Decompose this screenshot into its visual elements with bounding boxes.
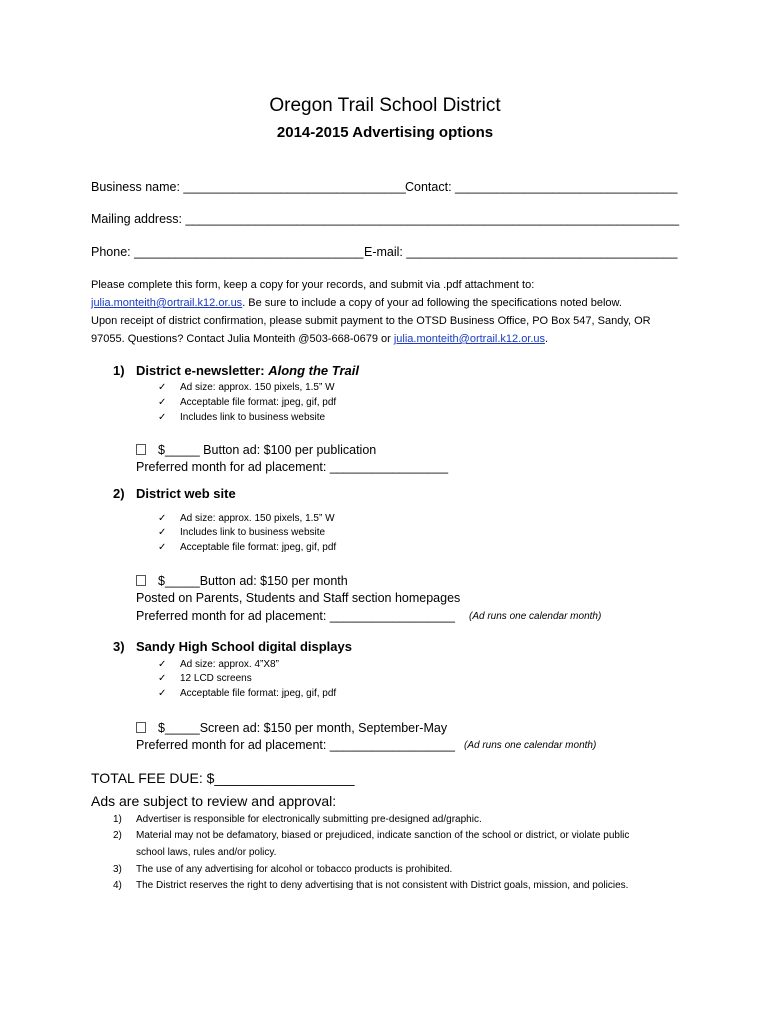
review-item-continued: school laws, rules and/or policy. bbox=[136, 847, 277, 858]
review-item: Material may not be defamatory, biased or prejudiced, indicate sanction of the school or district, or violate public bbox=[136, 830, 630, 841]
check-icon: ✓ bbox=[158, 397, 167, 408]
contact-field[interactable]: Contact: ________________________________ bbox=[405, 180, 678, 194]
phone-field[interactable]: Phone: _________________________________ bbox=[91, 245, 364, 259]
review-item: Advertiser is responsible for electronically submitting pre-designed ad/graphic. bbox=[136, 814, 482, 825]
instructions bbox=[91, 276, 651, 348]
section-1-bullet: ✓ Acceptable file format: jpeg, gif, pdf bbox=[158, 397, 337, 408]
section-3-bullet: ✓ Ad size: approx. 4”X8” bbox=[158, 659, 279, 670]
section-3-bullet: ✓ 12 LCD screens bbox=[158, 673, 252, 684]
total-fee-field[interactable]: TOTAL FEE DUE: $__________________ bbox=[91, 770, 355, 786]
check-icon: ✓ bbox=[158, 382, 167, 393]
section-3-heading: Sandy High School digital displays bbox=[136, 639, 352, 654]
section-3-number: 3) bbox=[113, 639, 125, 654]
email-link[interactable]: julia.monteith@ortrail.k12.or.us bbox=[91, 297, 243, 309]
section-3-note: (Ad runs one calendar month) bbox=[464, 740, 597, 751]
page-subtitle: 2014-2015 Advertising options bbox=[276, 124, 494, 141]
email-field[interactable]: E-mail: _______________________________________ bbox=[364, 245, 678, 259]
section-3-month-field[interactable]: Preferred month for ad placement: __________________ bbox=[136, 738, 455, 752]
section-2-heading: District web site bbox=[136, 486, 236, 501]
section-3-option[interactable]: $_____Screen ad: $150 per month, September-May bbox=[136, 721, 447, 735]
review-item-number: 4) bbox=[113, 880, 122, 891]
instructions-line-1: Please complete this form, keep a copy for your records, and submit via .pdf attachment to: bbox=[91, 279, 535, 291]
review-heading: Ads are subject to review and approval: bbox=[91, 793, 337, 809]
email-link-2[interactable]: julia.monteith@ortrail.k12.or.us bbox=[393, 333, 546, 345]
section-2-note: (Ad runs one calendar month) bbox=[469, 611, 602, 622]
check-icon: ✓ bbox=[158, 412, 167, 423]
check-icon: ✓ bbox=[158, 673, 167, 684]
section-2-number: 2) bbox=[113, 486, 125, 501]
review-item-number: 1) bbox=[113, 814, 122, 825]
section-2-bullet: ✓ Ad size: approx. 150 pixels, 1.5” W bbox=[158, 513, 335, 524]
section-2-bullet: ✓ Acceptable file format: jpeg, gif, pdf bbox=[158, 542, 337, 553]
review-item: The District reserves the right to deny advertising that is not consistent with District goals, mission, and policies. bbox=[136, 880, 629, 891]
section-1-heading: District e-newsletter: Along the Trail bbox=[136, 363, 359, 378]
instructions-line-4: 97055. Questions? Contact Julia Monteith @503-668-0679 or julia.monteith@ortrail.k12.or.us. bbox=[91, 333, 549, 345]
section-2-month-field[interactable]: Preferred month for ad placement: __________________ bbox=[136, 609, 455, 623]
review-item-number: 2) bbox=[113, 830, 122, 841]
business-name-field[interactable]: Business name: ________________________________ bbox=[91, 180, 406, 194]
review-item: The use of any advertising for alcohol or tobacco products is prohibited. bbox=[136, 864, 453, 875]
checkbox-icon[interactable] bbox=[136, 722, 146, 733]
section-2-option[interactable]: $_____Button ad: $150 per month bbox=[136, 574, 348, 588]
section-2-posted: Posted on Parents, Students and Staff section homepages bbox=[136, 591, 461, 605]
section-1-number: 1) bbox=[113, 363, 125, 378]
section-3-bullet: ✓ Acceptable file format: jpeg, gif, pdf bbox=[158, 688, 337, 699]
checkbox-icon[interactable] bbox=[136, 444, 146, 455]
mailing-address-field[interactable]: Mailing address: _______________________________________________________________________ bbox=[91, 212, 680, 226]
review-item-number: 3) bbox=[113, 864, 122, 875]
check-icon: ✓ bbox=[158, 659, 167, 670]
check-icon: ✓ bbox=[158, 527, 167, 538]
checkbox-icon[interactable] bbox=[136, 575, 146, 586]
page-title: Oregon Trail School District bbox=[269, 95, 501, 116]
check-icon: ✓ bbox=[158, 542, 167, 553]
section-1-bullet: ✓ Ad size: approx. 150 pixels, 1.5” W bbox=[158, 382, 335, 393]
instructions-line-3: Upon receipt of district confirmation, please submit payment to the OTSD Business Office, PO Box 547, Sandy, OR bbox=[91, 315, 651, 327]
section-2-bullet: ✓ Includes link to business website bbox=[158, 527, 326, 538]
check-icon: ✓ bbox=[158, 688, 167, 699]
section-1-bullet: ✓ Includes link to business website bbox=[158, 412, 326, 423]
section-1-month-field[interactable]: Preferred month for ad placement: _________________ bbox=[136, 460, 449, 474]
check-icon: ✓ bbox=[158, 513, 167, 524]
instructions-line-2: julia.monteith@ortrail.k12.or.us. Be sure to include a copy of your ad following the specifications noted below. bbox=[91, 297, 622, 309]
section-1-option[interactable]: $_____ Button ad: $100 per publication bbox=[136, 443, 376, 457]
